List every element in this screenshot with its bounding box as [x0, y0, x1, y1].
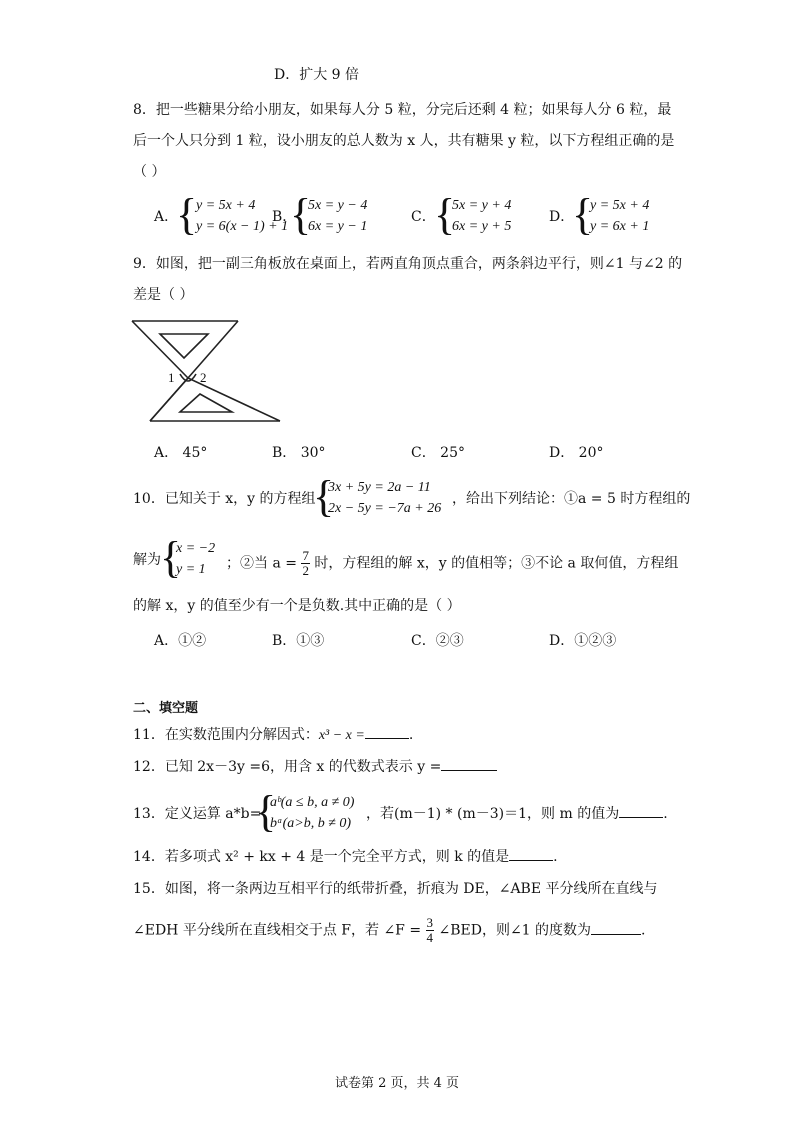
q13-tail: [366, 803, 668, 823]
q14: [133, 846, 558, 866]
denominator: 4: [426, 930, 434, 945]
brace-icon: {: [176, 190, 198, 239]
q11: [133, 724, 413, 744]
q10-prefix: 10．已知关于 x，y 的方程组: [133, 491, 316, 507]
q12-text: 12．已知 2x－3y =6，用含 x 的代数式表示 y =: [133, 759, 442, 775]
q15-line2: [133, 916, 646, 945]
equation: 3x + 5y = 2a − 11: [328, 480, 431, 495]
q8-option-a-label: A．: [154, 209, 179, 225]
q10-option-a: A．①②: [154, 633, 207, 649]
brace-icon: {: [160, 533, 182, 582]
equation: y = 5x + 4: [590, 198, 650, 213]
q8-option-c-system: [452, 195, 511, 237]
q9-option-a: A． 45°: [154, 445, 208, 461]
equation: y = 1: [176, 562, 206, 577]
angle-2-label: 2: [200, 370, 207, 385]
q8-line1: 8．把一些糖果分给小朋友，如果每人分 5 粒，分完后还剩 4 粒；如果每人分 6 粒，最: [133, 102, 672, 118]
equation: y = 6x + 1: [590, 219, 650, 234]
angle-1-label: 1: [168, 370, 175, 385]
fraction: [426, 916, 435, 945]
q9-option-b: B． 30°: [272, 445, 326, 461]
q8-option-c-label: C．: [411, 209, 436, 225]
q8-option-d-system: [590, 195, 649, 237]
brace-icon: {: [434, 190, 456, 239]
equation: y = 6(x − 1) + 1: [196, 219, 289, 234]
q15-line2-prefix: ∠EDH 平分线所在直线相交于点 F，若 ∠F =: [133, 922, 422, 939]
q8-option-b-system: [308, 195, 367, 237]
q10-option-d: D．①②③: [549, 633, 617, 649]
equation: x = −2: [176, 541, 216, 556]
fraction: [301, 549, 310, 578]
q14-text: 14．若多项式 x² + kx + 4 是一个完全平方式，则 k 的值是: [133, 849, 510, 865]
numerator: 3: [426, 915, 434, 930]
q10-option-c: C．②③: [411, 633, 464, 649]
answer-blank: [509, 846, 553, 861]
q8-line3: （ ）: [133, 164, 166, 180]
brace-icon: {: [255, 787, 277, 836]
q11-expr: x³ − x =: [318, 728, 365, 743]
brace-icon: {: [572, 190, 594, 239]
answer-blank: [619, 803, 663, 818]
q11-end: .: [408, 727, 414, 743]
q10-solution: [176, 538, 215, 580]
q13-prefix: 13．定义运算 a*b=: [133, 806, 262, 822]
triangle-rulers-figure: [130, 316, 282, 426]
q10-option-b: B．①③: [272, 633, 325, 649]
equation: 5x = y − 4: [308, 198, 368, 213]
brace-icon: {: [313, 472, 335, 521]
denominator: 2: [302, 563, 309, 578]
page-footer: 试卷第 2 页，共 4 页: [334, 1076, 460, 1091]
q14-end: .: [553, 849, 558, 865]
q15-line2-suffix: ∠BED，则∠1 的度数为: [438, 922, 592, 939]
equation: 6x = y + 5: [452, 219, 512, 234]
q9-line2: 差是（ ）: [133, 287, 194, 303]
section-title: 二、填空题: [133, 701, 199, 716]
q15-end: .: [641, 922, 646, 939]
equation: 6x = y − 1: [308, 219, 368, 234]
q10-line2-prefix: 解为: [133, 552, 161, 568]
equation: 5x = y + 4: [452, 198, 512, 213]
q10-line2-suffix: 时，方程组的解 x，y 的值相等；③不论 a 取何值，方程组: [314, 555, 679, 572]
q10-line2-body: [226, 549, 678, 578]
q7-option-d: D．扩大 9 倍: [274, 67, 360, 83]
q13-suffix: ，若(m－1) * (m－3)＝1，则 m 的值为: [366, 806, 620, 822]
answer-blank: [591, 920, 641, 935]
equation: y = 5x + 4: [196, 198, 256, 213]
numerator: 7: [302, 548, 309, 563]
q10-line3: 的解 x，y 的值至少有一个是负数.其中正确的是（ ）: [133, 598, 461, 614]
case: aᵇ(a ≤ b, a ≠ 0): [270, 795, 355, 810]
q13-cases: [270, 792, 354, 834]
q11-text: 11．在实数范围内分解因式：: [133, 727, 319, 743]
case: bᵃ(a>b, b ≠ 0): [270, 816, 352, 831]
q10-suffix: ，给出下列结论：①a = 5 时方程组的: [452, 491, 691, 507]
q9-line1: 9．如图，把一副三角板放在桌面上，若两直角顶点重合，两条斜边平行，则∠1 与∠2 的: [133, 256, 683, 272]
q8-option-b-label: B．: [272, 209, 297, 225]
q10-system: [328, 477, 441, 519]
q8-option-d-label: D．: [549, 209, 575, 225]
q13-end: .: [663, 806, 668, 822]
q12: [133, 756, 497, 776]
answer-blank: [441, 756, 497, 771]
q15-line1: 15．如图，将一条两边互相平行的纸带折叠，折痕为 DE，∠ABE 平分线所在直线与: [133, 881, 658, 897]
answer-blank: [365, 724, 409, 739]
q8-line2: 后一个人只分到 1 粒，设小朋友的总人数为 x 人，共有糖果 y 粒，以下方程组正确的是: [133, 133, 675, 149]
brace-icon: {: [290, 190, 312, 239]
equation: 2x − 5y = −7a + 26: [328, 501, 442, 516]
q10-line2-mid: ；②当 a =: [226, 555, 297, 572]
q9-option-d: D． 20°: [549, 445, 604, 461]
q9-option-c: C． 25°: [411, 445, 465, 461]
